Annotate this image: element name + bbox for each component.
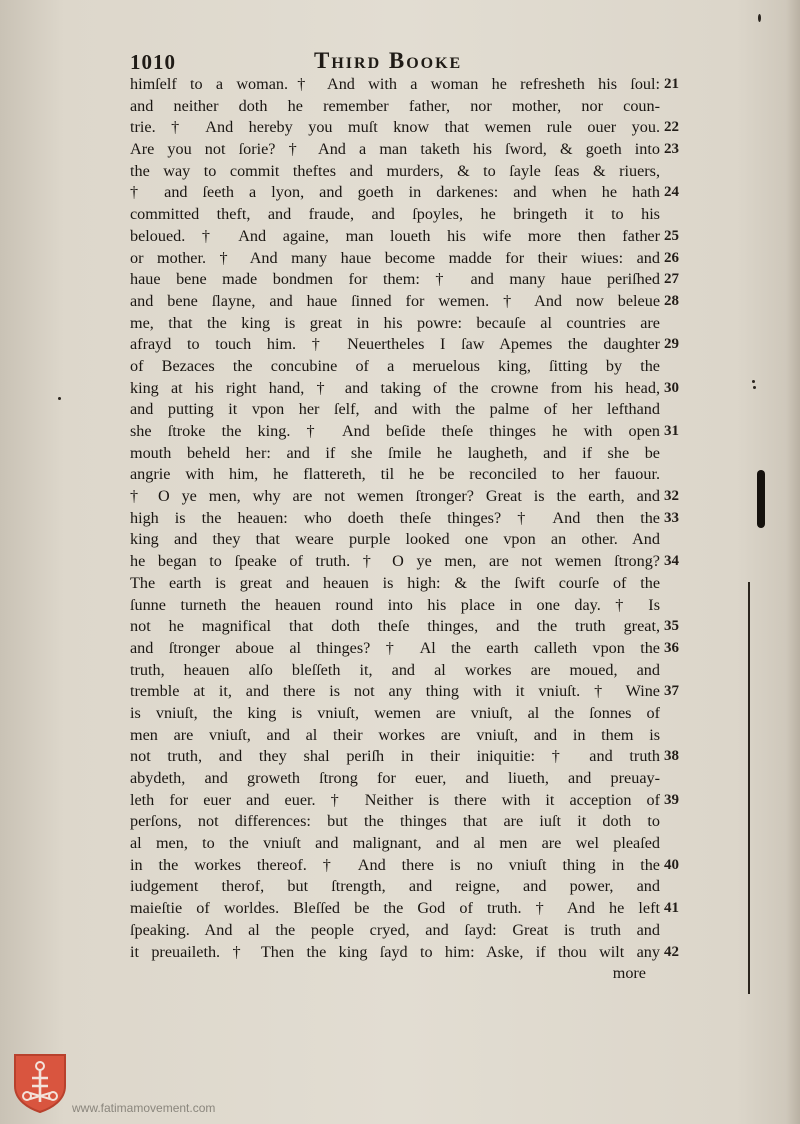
text-line: ſunne turneth the heauen round into his place in one day. † Is bbox=[130, 595, 660, 614]
text-line: Are you not ſorie? † And a man taketh his ſword, & goeth into bbox=[130, 140, 660, 159]
text-line: al men, to the vniuſt and malignant, and al men are wel pleaſed bbox=[130, 834, 660, 853]
text-line: The earth is great and heauen is high: & the ſwift courſe of the bbox=[130, 573, 660, 592]
verse-number bbox=[664, 725, 704, 747]
verse-number: 23 bbox=[664, 141, 679, 158]
page-number: 1010 bbox=[130, 50, 176, 74]
text-line: king and they that weare purple looked one vpon an other. And bbox=[130, 530, 660, 549]
text-line: maieſtie of worldes. Bleſſed be the God of truth. † And he left bbox=[130, 899, 660, 918]
verse-number: 41 bbox=[664, 900, 679, 917]
margin-rule bbox=[748, 582, 750, 994]
verse-number: 29 bbox=[664, 336, 679, 353]
verse-number: 42 bbox=[664, 943, 679, 960]
verse-number bbox=[664, 703, 704, 725]
text-line: he began to ſpeake of truth. † O ye men, are not wemen ſtrong? bbox=[130, 552, 660, 571]
stray-dot bbox=[752, 380, 755, 383]
verse-number: 38 bbox=[664, 748, 679, 765]
text-line: † O ye men, why are not wemen ſtronger? Great is the earth, and bbox=[130, 487, 660, 506]
verse-number: 26 bbox=[664, 249, 679, 266]
verse-number bbox=[664, 96, 704, 118]
text-line: she ſtroke the king. † And beſide theſe thinges he with open bbox=[130, 422, 660, 440]
verse-number bbox=[664, 573, 704, 595]
text-line: committed theft, and fraude, and ſpoyles, he bringeth it to his bbox=[130, 205, 660, 224]
verse-number: 39 bbox=[664, 791, 679, 808]
verse-number-column bbox=[664, 74, 704, 985]
verse-number bbox=[664, 963, 704, 985]
verse-number bbox=[664, 876, 704, 898]
body-text bbox=[130, 74, 660, 985]
verse-number bbox=[664, 920, 704, 942]
text-line: ſpeaking. And al the people cryed, and ſayd: Great is truth and bbox=[130, 920, 660, 939]
stray-dot bbox=[58, 397, 61, 400]
verse-number bbox=[664, 811, 704, 833]
text-line: or mother. † And many haue become madde for their wiues: and bbox=[130, 248, 660, 267]
text-line: of Bezaces the concubine of a meruelous king, ſitting by the bbox=[130, 356, 660, 375]
text-line: beloued. † And againe, man loueth his wife more then father bbox=[130, 226, 660, 245]
verse-number: 24 bbox=[664, 184, 679, 201]
verse-number bbox=[664, 399, 704, 421]
text-line: and neither doth he remember father, nor mother, nor coun- bbox=[130, 96, 660, 115]
text-line: more bbox=[612, 964, 646, 983]
verse-number bbox=[664, 356, 704, 378]
text-line: abydeth, and groweth ſtrong for euer, and liueth, and preuay- bbox=[130, 769, 660, 787]
verse-number: 22 bbox=[664, 119, 679, 136]
verse-number: 40 bbox=[664, 856, 679, 873]
verse-number bbox=[664, 768, 704, 790]
text-line: mouth beheld her: and if she ſmile he laugheth, and if she be bbox=[130, 443, 660, 462]
verse-number bbox=[664, 204, 704, 226]
verse-number: 36 bbox=[664, 639, 679, 656]
verse-number bbox=[664, 595, 704, 617]
verse-number bbox=[664, 464, 704, 486]
text-line: and bene ſlayne, and haue ſinned for wemen. † And now beleue bbox=[130, 291, 660, 310]
text-line: me, that the king is great in his powre: becauſe al countries are bbox=[130, 313, 660, 332]
text-line: not he magnifical that doth theſe thinges, and the truth great, bbox=[130, 617, 660, 636]
stray-dot bbox=[758, 14, 761, 22]
text-line: and putting it vpon her ſelf, and with the palme of her lefthand bbox=[130, 400, 660, 419]
verse-number: 25 bbox=[664, 227, 679, 244]
text-line: men are vniuſt, and al their workes are vniuſt, and in them is bbox=[130, 725, 660, 744]
margin-ink-mark bbox=[757, 470, 765, 528]
verse-number: 37 bbox=[664, 683, 679, 700]
verse-number: 30 bbox=[664, 379, 679, 396]
text-line: truth, heauen alſo bleſſeth it, and al workes are moued, and bbox=[130, 660, 660, 679]
text-line: king at his right hand, † and taking of the crowne from his head, bbox=[130, 378, 660, 397]
verse-number: 28 bbox=[664, 292, 679, 309]
shield-emblem-icon bbox=[12, 1052, 68, 1114]
text-line: leth for euer and euer. † Neither is there with it acception of bbox=[130, 790, 660, 809]
verse-number: 32 bbox=[664, 488, 679, 505]
stray-dot bbox=[753, 386, 756, 389]
text-line: it preuaileth. † Then the king ſayd to him: Aske, if thou wilt any bbox=[130, 942, 660, 961]
verse-number bbox=[664, 313, 704, 335]
text-line: is vniuſt, the king is vniuſt, wemen are vniuſt, al the ſonnes of bbox=[130, 703, 660, 722]
text-line: haue bene made bondmen for them: † and many haue periſhed bbox=[130, 270, 660, 289]
verse-number: 34 bbox=[664, 553, 679, 570]
text-line: not truth, and they shal periſh in their iniquitie: † and truth bbox=[130, 747, 660, 766]
verse-number: 33 bbox=[664, 509, 679, 526]
verse-number bbox=[664, 161, 704, 183]
text-line: perſons, not differences: but the thinges that are iuſt it doth to bbox=[130, 812, 660, 831]
text-line: in the workes thereof. † And there is no vniuſt thing in the bbox=[130, 855, 660, 874]
verse-number bbox=[664, 529, 704, 551]
verse-number: 21 bbox=[664, 76, 679, 92]
text-line: angrie with him, he flattereth, til he be reconciled to her fauour. bbox=[130, 465, 660, 484]
verse-number: 27 bbox=[664, 271, 679, 288]
text-line: iudgement therof, but ſtrength, and reigne, and power, and bbox=[130, 877, 660, 896]
verse-number: 35 bbox=[664, 618, 679, 635]
page-edge bbox=[786, 0, 800, 1124]
running-head: Third Booke bbox=[314, 48, 463, 73]
verse-number bbox=[664, 660, 704, 682]
text-line: and ſtronger aboue al thinges? † Al the earth calleth vpon the bbox=[130, 638, 660, 657]
text-line: himſelf to a woman.† And with a woman he refresheth his ſoul: bbox=[130, 75, 660, 93]
text-line: the way to commit theftes and murders, & to ſayle ſeas & riuers, bbox=[130, 161, 660, 180]
text-line: high is the heauen: who doeth theſe thinges? † And then the bbox=[130, 508, 660, 527]
text-line: trie. † And hereby you muſt know that wemen rule ouer you. bbox=[130, 118, 660, 137]
text-line: † and ſeeth a lyon, and goeth in darkenes: and when he hath bbox=[130, 183, 660, 202]
text-line: tremble at it, and there is not any thing with it vniuſt. † Wine bbox=[130, 682, 660, 701]
verse-number bbox=[664, 443, 704, 465]
verse-number bbox=[664, 833, 704, 855]
text-line: afrayd to touch him. † Neuertheles I ſaw Apemes the daughter bbox=[130, 335, 660, 354]
verse-number: 31 bbox=[664, 423, 679, 439]
watermark-url: www.fatimamovement.com bbox=[72, 1101, 216, 1115]
